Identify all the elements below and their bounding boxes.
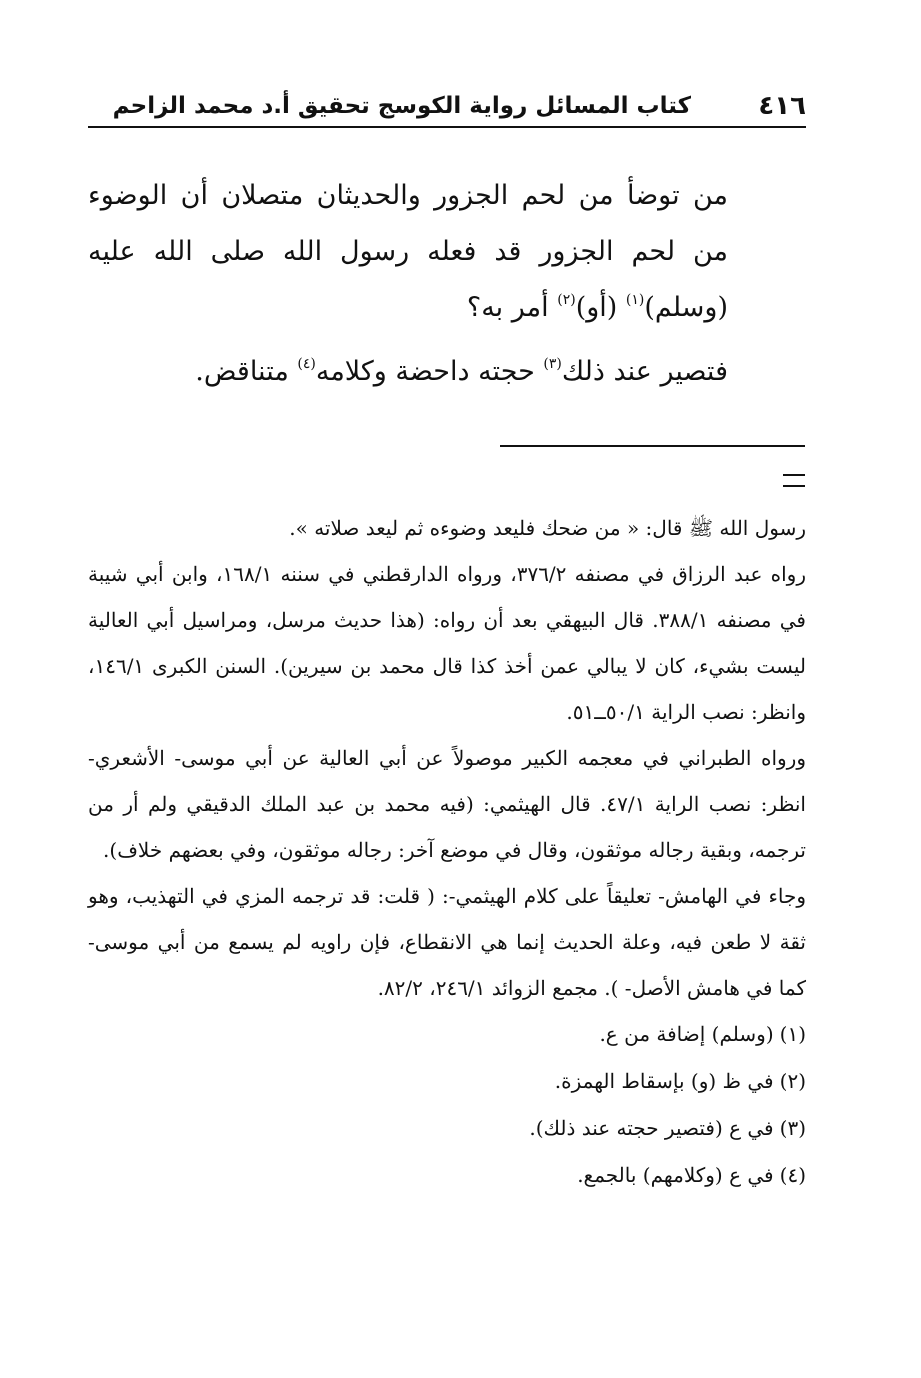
- footnote-ref-2: (٢): [557, 292, 576, 308]
- footnote-ref-1: (١): [625, 292, 645, 308]
- main-line-3b: حجته داحضة وكلامه: [315, 356, 544, 387]
- footnote-1-text: (وسلم) إضافة من ع.: [599, 1022, 774, 1046]
- footnote-2: [88, 1058, 806, 1105]
- footnote-separator: [500, 445, 805, 447]
- footnote-ref-3: (٣): [543, 356, 562, 372]
- footnote-2-number: (٢): [779, 1069, 806, 1093]
- page-header: [88, 88, 806, 128]
- footnotes-section: [88, 505, 806, 1199]
- continuation-mark: [783, 474, 805, 487]
- main-line-2b: (أو): [575, 292, 626, 323]
- footnote-4-number: (٤): [779, 1163, 806, 1187]
- footnote-3: [88, 1105, 806, 1152]
- footnote-3-text: في ع (فتصير حجته عند ذلك).: [529, 1116, 774, 1140]
- footnote-4-text: في ع (وكلامهم) بالجمع.: [577, 1163, 774, 1187]
- main-line-1: من توضأ من لحم الجزور والحديثان متصلان أن الوضوء من لحم: [88, 180, 728, 267]
- running-title: كتاب المسائل رواية الكوسج تحقيق أ.د محمد الزاحم: [112, 93, 691, 119]
- footnote-continuation-2: رواه عبد الرزاق في مصنفه ٣٧٦/٢، ورواه الدارقطني في سننه ١٦٨/١، وابن أبي شيبة في مصنفه ٣٨٨/١. قال البيهقي بعد أن رواه: (هذا حديث مرسل، ومراسيل أبي العالية ليست بشيء، كان لا يبالي عمن أخذ كذا قال محمد بن سيرين). السنن الكبرى ١٤٦/١، وانظر: نصب الراية ٥٠/١ــ٥١.: [88, 562, 806, 724]
- main-text: [88, 168, 728, 400]
- footnote-3-number: (٣): [779, 1116, 806, 1140]
- footnote-ref-4: (٤): [297, 356, 316, 372]
- main-line-3c: متناقض.: [195, 356, 298, 387]
- footnotes-list: [88, 1011, 806, 1199]
- footnote-continuation-4: وجاء في الهامش- تعليقاً على كلام الهيثمي-: ( قلت: قد ترجمه المزي في التهذيب، وهو ثقة لا طعن فيه، وعلة الحديث إنما هي الانقطاع، فإن راويه لم يسمع من أبي موسى- كما في هامش الأصل- ). مجمع الزوائد ٢٤٦/١، ٨٢/٢.: [88, 884, 806, 1000]
- main-paragraph-2: [88, 344, 728, 400]
- main-line-2a: الجزور قد فعله رسول الله صلى الله عليه (وسلم): [88, 236, 728, 323]
- main-line-2c: أمر به؟: [466, 292, 558, 323]
- footnote-continuation-3: ورواه الطبراني في معجمه الكبير موصولاً عن أبي العالية عن أبي موسى- الأشعري- انظر: نصب الراية ٤٧/١. قال الهيثمي: (فيه محمد بن عبد الملك الدقيقي ولم أر من ترجمه، وبقية رجاله موثقون، وقال في موضع آخر: رجاله موثقون، وفي بعضهم خلاف).: [88, 746, 806, 862]
- footnote-4: [88, 1152, 806, 1199]
- main-paragraph-1: [88, 168, 728, 336]
- footnote-2-text: في ظ (و) بإسقاط الهمزة.: [554, 1069, 774, 1093]
- footnote-continuation-1: رسول الله ﷺ قال: « من ضحك فليعد وضوءه ثم ليعد صلاته ».: [289, 516, 806, 540]
- page-number: ٤١٦: [758, 91, 806, 121]
- footnote-1: [88, 1011, 806, 1058]
- main-line-3a: فتصير عند ذلك: [561, 356, 728, 387]
- footnote-1-number: (١): [779, 1022, 806, 1046]
